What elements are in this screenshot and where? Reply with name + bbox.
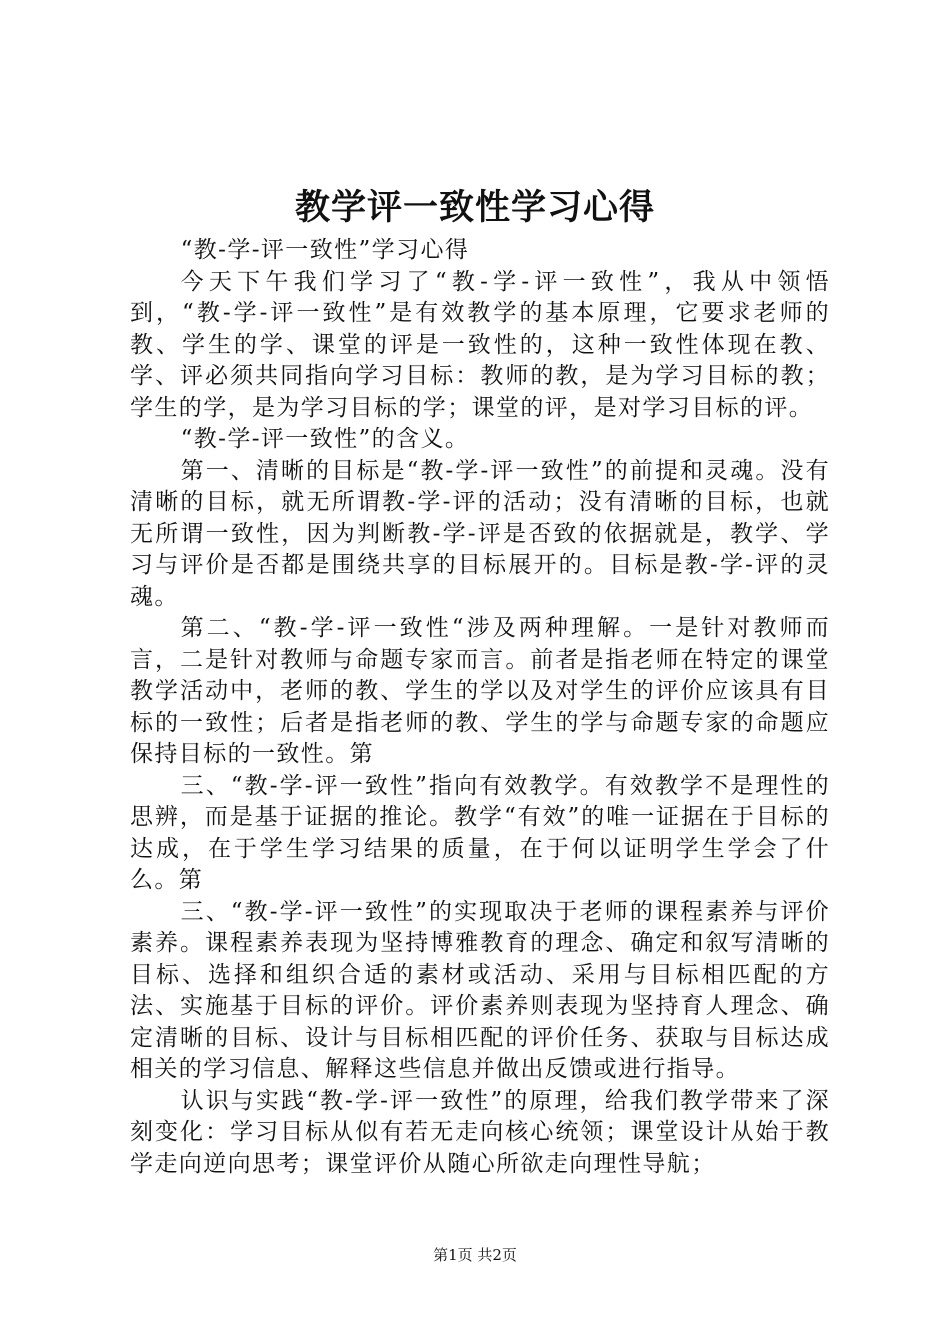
page-number-footer: 第1页 共2页	[433, 1246, 517, 1264]
paragraph: 三、“教-学-评一致性”指向有效教学。有效教学不是理性的思辨，而是基于证据的推论。教学“有效”的唯一证据在于目标的达成，在于学生学习结果的质量，在于何以证明学生学会了什么。第	[130, 772, 830, 893]
document-body	[130, 235, 830, 1180]
paragraph: 三、“教-学-评一致性”的实现取决于老师的课程素养与评价素养。课程素养表现为坚持博雅教育的理念、确定和叙写清晰的目标、选择和组织合适的素材或活动、采用与目标相匹配的方法、实施基于目标的评价。评价素养则表现为坚持育人理念、确定清晰的目标、设计与目标相匹配的评价任务、获取与目标达成相关的学习信息、解释这些信息并做出反馈或进行指导。	[130, 898, 830, 1082]
paragraph: 今天下午我们学习了“教-学-评一致性”，我从中领悟到，“教-学-评一致性”是有效教学的基本原理，它要求老师的教、学生的学、课堂的评是一致性的，这种一致性体现在教、学、评必须共同指向学习目标：教师的教，是为学习目标的教；学生的学，是为学习目标的学；课堂的评，是对学习目标的评。	[130, 268, 830, 421]
paragraph-subtitle: “教-学-评一致性”学习心得	[180, 237, 470, 263]
paragraph: 认识与实践“教-学-评一致性”的原理，给我们教学带来了深刻变化：学习目标从似有若无走向核心统领；课堂设计从始于教学走向逆向思考；课堂评价从随心所欲走向理性导航；	[130, 1087, 830, 1177]
document-title: 教学评一致性学习心得	[294, 187, 655, 228]
paragraph: 第二、“教-学-评一致性“涉及两种理解。一是针对教师而言，二是针对教师与命题专家而言。前者是指老师在特定的课堂教学活动中，老师的教、学生的学以及对学生的评价应该具有目标的一致性；后者是指老师的教、学生的学与命题专家的命题应保持目标的一致性。第	[130, 615, 830, 767]
paragraph: 第一、清晰的目标是“教-学-评一致性”的前提和灵魂。没有清晰的目标，就无所谓教-学-评的活动；没有清晰的目标，也就无所谓一致性，因为判断教-学-评是否致的依据就是，教学、学习与评价是否都是围绕共享的目标展开的。目标是教-学-评的灵魂。	[130, 457, 830, 610]
paragraph: “教-学-评一致性”的含义。	[180, 426, 470, 452]
